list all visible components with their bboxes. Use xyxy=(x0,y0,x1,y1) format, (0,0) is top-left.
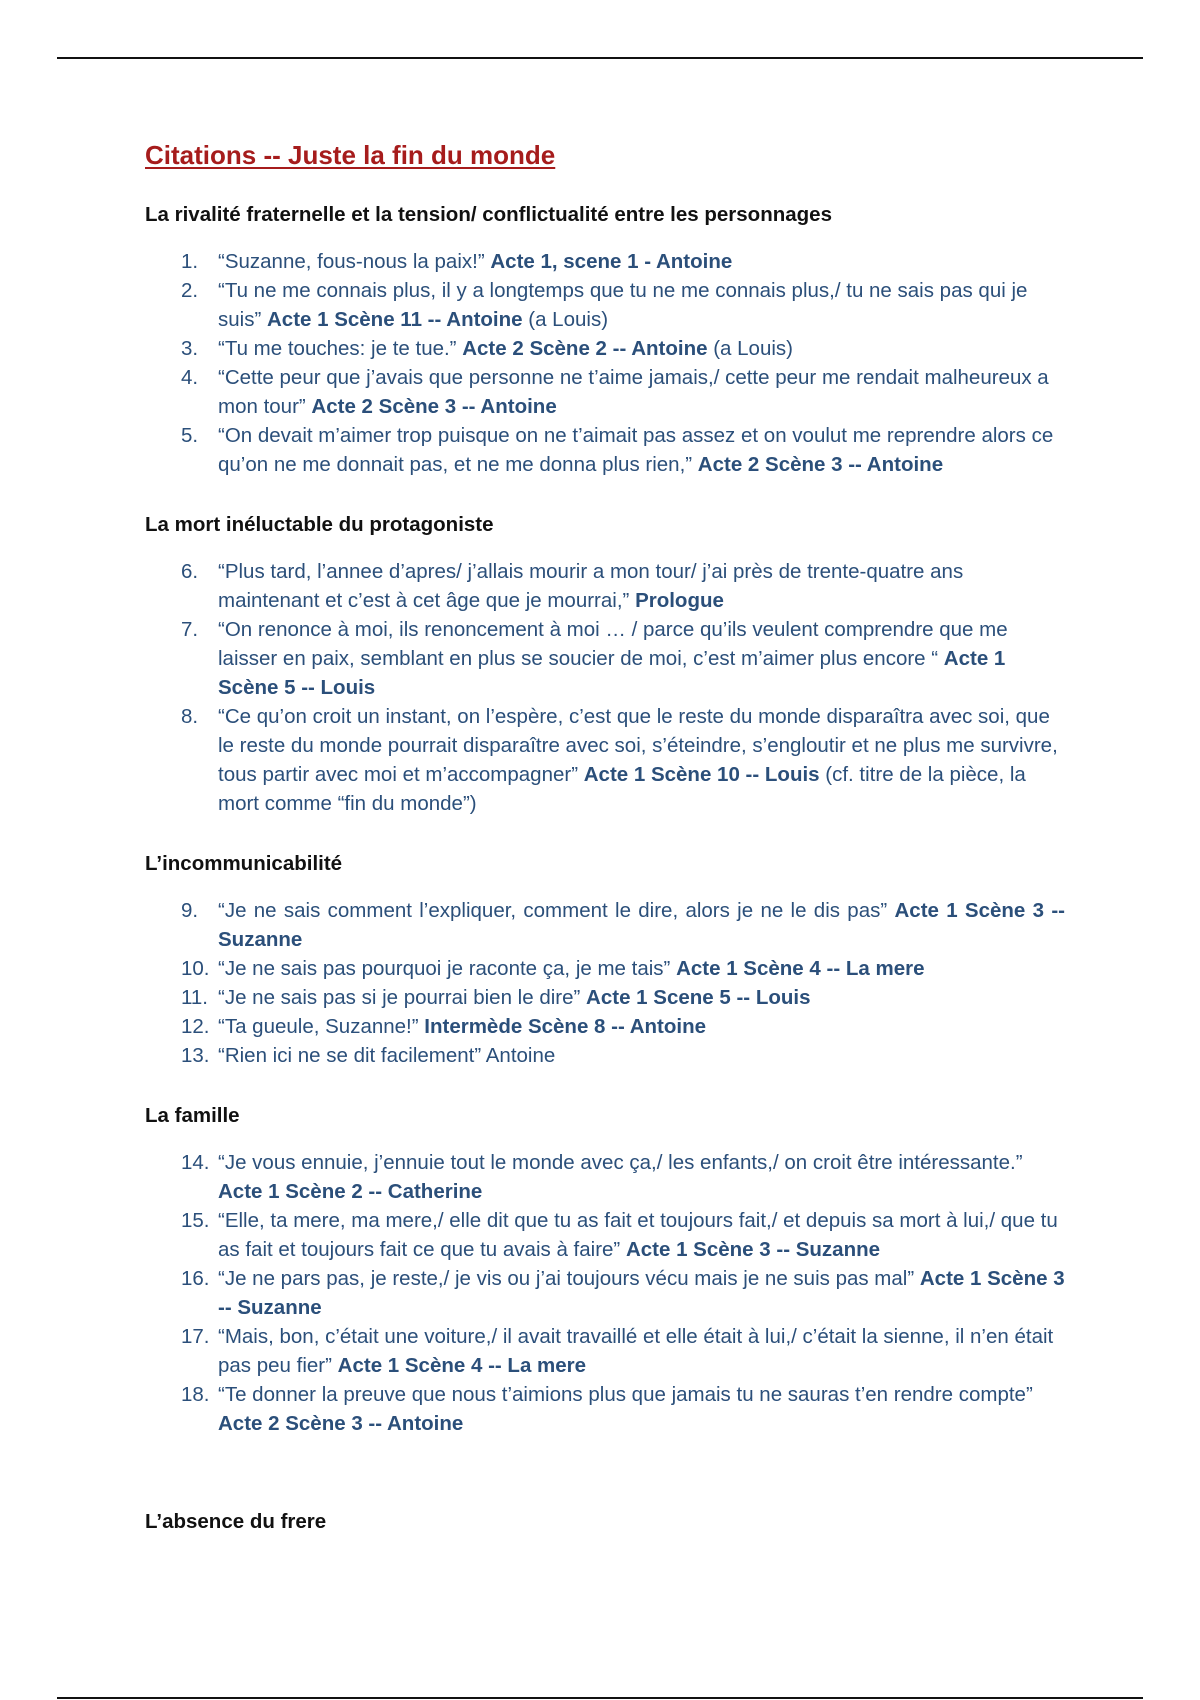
quote-text: “Je vous ennuie, j’ennuie tout le monde avec ça,/ les enfants,/ on croit être intéressante.” xyxy=(218,1151,1023,1174)
list-number: 15. xyxy=(181,1209,210,1232)
quote-text: “Je ne sais comment l’expliquer, comment le dire, alors je ne le dis pas” xyxy=(218,899,895,922)
quote-text: “Je ne pars pas, je reste,/ je vis ou j’ai toujours vécu mais je ne suis pas mal” xyxy=(218,1267,920,1290)
list-number: 17. xyxy=(181,1325,210,1348)
quote-reference: Acte 1 Scène 5 -- Louis xyxy=(218,647,1006,699)
quote-text: “Tu me touches: je te tue.” xyxy=(218,337,463,360)
list-number: 14. xyxy=(181,1151,210,1174)
quote-reference: Acte 1 Scène 3 -- Suzanne xyxy=(218,899,1065,951)
quote-item xyxy=(145,276,1065,334)
list-number: 3. xyxy=(181,337,199,360)
list-number: 13. xyxy=(181,1044,210,1067)
section-heading: La famille xyxy=(145,1104,240,1127)
quote-note: (a Louis) xyxy=(522,308,609,331)
section-heading: L’absence du frere xyxy=(145,1510,327,1533)
quote-item xyxy=(145,1264,1065,1322)
list-number: 5. xyxy=(181,424,199,447)
top-rule xyxy=(57,57,1143,59)
list-number: 18. xyxy=(181,1383,210,1406)
quote-item xyxy=(145,247,1065,276)
list-number: 4. xyxy=(181,366,199,389)
quote-text: “Je ne sais pas si je pourrai bien le dire” xyxy=(218,986,587,1009)
quote-item xyxy=(145,1148,1065,1206)
section xyxy=(145,203,1065,479)
quote-reference: Prologue xyxy=(635,589,724,612)
quote-item xyxy=(145,1206,1065,1264)
quote-text: “Plus tard, l’annee d’apres/ j’allais mourir a mon tour/ j’ai près de trente-quatre ans maintenant et c’est à cet âge que je mourrai,” xyxy=(218,560,964,612)
quote-list xyxy=(145,557,1065,818)
quote-item xyxy=(145,1012,1065,1041)
quote-text: “Elle, ta mere, ma mere,/ elle dit que tu as fait et toujours fait,/ et depuis sa mort à lui,/ que tu as fait et toujours fait ce que tu avais à faire” xyxy=(218,1209,1058,1261)
quote-reference: Acte 2 Scène 3 -- Antoine xyxy=(311,395,557,418)
section-heading: La rivalité fraternelle et la tension/ conflictualité entre les personnages xyxy=(145,203,832,226)
quote-item xyxy=(145,954,1065,983)
list-number: 6. xyxy=(181,560,199,583)
document-body xyxy=(145,140,1065,1568)
section xyxy=(145,852,1065,1070)
quote-reference: Acte 1 Scène 11 -- Antoine xyxy=(266,308,523,331)
page-title: Citations -- Juste la fin du monde xyxy=(145,140,556,170)
quote-item xyxy=(145,557,1065,615)
quote-item xyxy=(145,702,1065,818)
list-number: 1. xyxy=(181,250,199,273)
quote-text: “Ta gueule, Suzanne!” xyxy=(218,1015,425,1038)
quote-text: “Te donner la preuve que nous t’aimions plus que jamais tu ne sauras t’en rendre compte” xyxy=(218,1383,1033,1406)
bottom-rule xyxy=(57,1697,1143,1699)
quote-reference: Acte 1 Scène 3 -- Suzanne xyxy=(218,1267,1065,1319)
quote-reference: Acte 2 Scène 3 -- Antoine xyxy=(218,1412,464,1435)
quote-reference: Acte 1 Scène 4 -- La mere xyxy=(337,1354,587,1377)
quote-list xyxy=(145,247,1065,479)
quote-reference: Acte 2 Scène 2 -- Antoine xyxy=(462,337,708,360)
section-heading: La mort inéluctable du protagoniste xyxy=(145,513,494,536)
quote-text: “Mais, bon, c’était une voiture,/ il avait travaillé et elle était à lui,/ c’était la sienne, il n’en était pas peu fier” xyxy=(218,1325,1054,1377)
quote-reference: Acte 1 Scène 2 -- Catherine xyxy=(218,1180,483,1203)
quote-item xyxy=(145,421,1065,479)
quote-list xyxy=(145,896,1065,1070)
quote-reference: Acte 1 Scène 10 -- Louis xyxy=(583,763,820,786)
quote-item xyxy=(145,334,1065,363)
quote-text: “On devait m’aimer trop puisque on ne t’aimait pas assez et on voulut me reprendre alors ce qu’on ne me donnait pas, et ne me donna plus rien,” xyxy=(218,424,1054,476)
list-number: 7. xyxy=(181,618,199,641)
quote-item xyxy=(145,1322,1065,1380)
list-number: 9. xyxy=(181,899,199,922)
quote-reference: Intermède Scène 8 -- Antoine xyxy=(424,1015,707,1038)
quote-reference: Acte 2 Scène 3 -- Antoine xyxy=(697,453,944,476)
quote-text: “Cette peur que j’avais que personne ne t’aime jamais,/ cette peur me rendait malheureux a mon tour” xyxy=(218,366,1049,418)
list-number: 16. xyxy=(181,1267,210,1290)
quote-text: “Rien ici ne se dit facilement” Antoine xyxy=(218,1044,556,1067)
quote-text: “On renonce à moi, ils renoncement à moi … / parce qu’ils veulent comprendre que me laisser en paix, semblant en plus se soucier de moi, c’est m’aimer plus encore “ xyxy=(218,618,1008,670)
quote-text: “Suzanne, fous-nous la paix!” xyxy=(218,250,491,273)
list-number: 12. xyxy=(181,1015,210,1038)
section xyxy=(145,1510,1065,1534)
quote-item xyxy=(145,896,1065,954)
quote-reference: Acte 1 Scène 3 -- Suzanne xyxy=(625,1238,881,1261)
quote-list xyxy=(145,1148,1065,1438)
quote-reference: Acte 1, scene 1 - Antoine xyxy=(490,250,733,273)
list-number: 10. xyxy=(181,957,210,980)
quote-item xyxy=(145,983,1065,1012)
list-number: 8. xyxy=(181,705,199,728)
quote-item xyxy=(145,615,1065,702)
quote-text: “Je ne sais pas pourquoi je raconte ça, je me tais” xyxy=(218,957,677,980)
sections-container xyxy=(145,203,1065,1534)
list-number: 11. xyxy=(181,986,208,1009)
quote-note: (cf. titre de la pièce, la mort comme “fin du monde”) xyxy=(218,763,1026,815)
quote-item xyxy=(145,1380,1065,1438)
quote-text: “Tu ne me connais plus, il y a longtemps que tu ne me connais plus,/ tu ne sais pas qui je suis” xyxy=(218,279,1028,331)
quote-item xyxy=(145,1041,1065,1070)
section xyxy=(145,1104,1065,1438)
quote-reference: Acte 1 Scene 5 -- Louis xyxy=(586,986,811,1009)
quote-text: “Ce qu’on croit un instant, on l’espère, c’est que le reste du monde disparaîtra avec soi, que le reste du monde pourrait disparaître avec soi, s’éteindre, s’engloutir et ne plus me survivre, tous partir avec moi et m’accompagner” xyxy=(218,705,1058,786)
section-heading: L’incommunicabilité xyxy=(145,852,343,875)
section xyxy=(145,513,1065,818)
quote-reference: Acte 1 Scène 4 -- La mere xyxy=(676,957,925,980)
quote-item xyxy=(145,363,1065,421)
list-number: 2. xyxy=(181,279,199,302)
quote-note: (a Louis) xyxy=(707,337,793,360)
